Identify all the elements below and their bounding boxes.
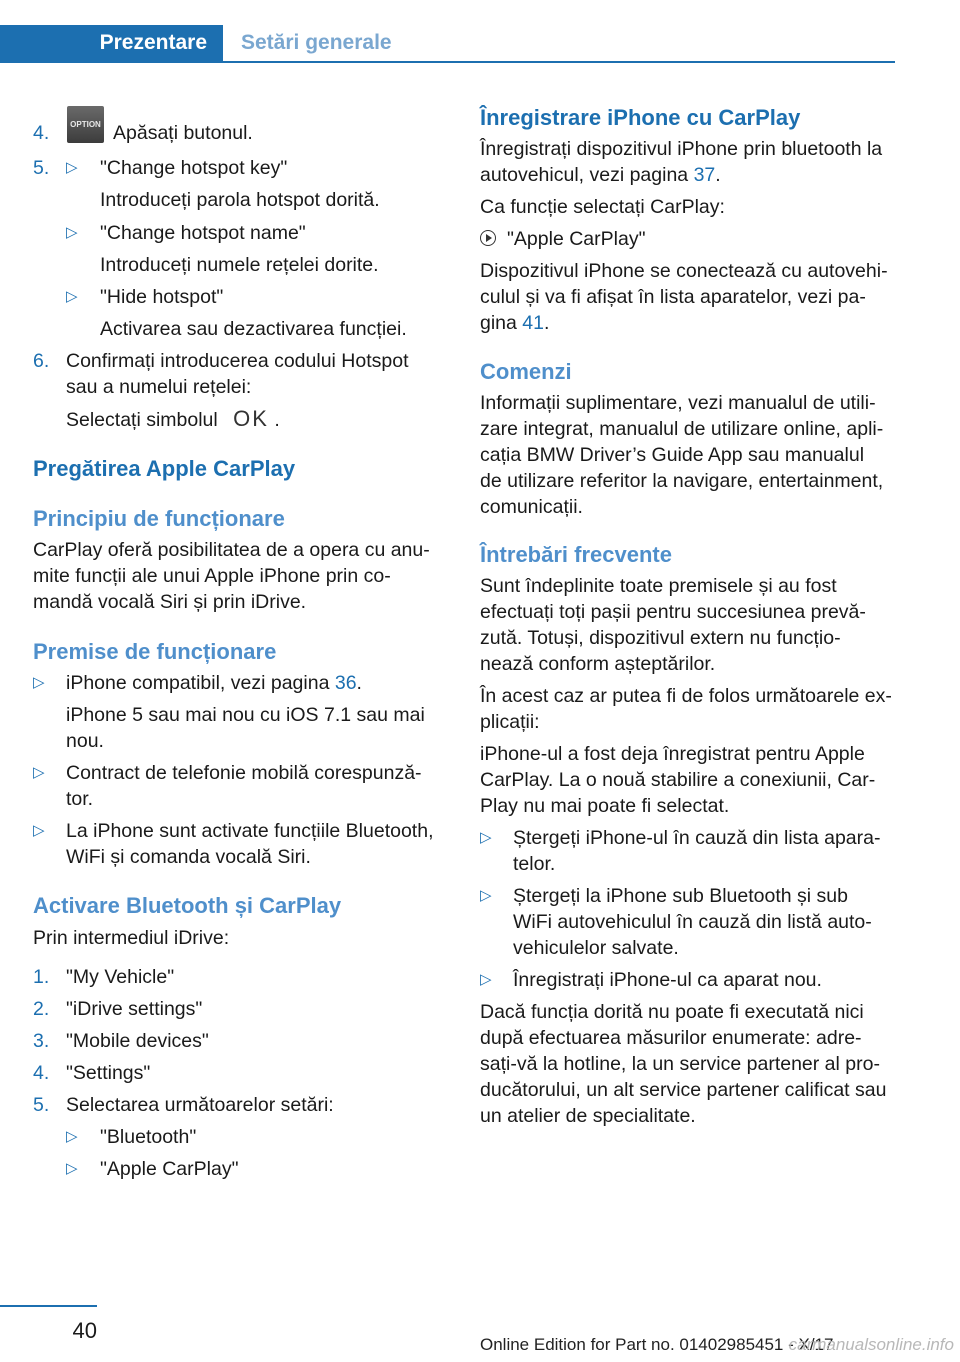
triangle-bullet-icon: ▷ xyxy=(66,159,78,176)
paragraph-line: CarPlay. La o nouă stabilire a conexiunii, Car- xyxy=(480,769,876,791)
paragraph-line: zare integrat, manualul de utilizare online, apli- xyxy=(480,418,884,440)
option-button-icon: OPTION xyxy=(67,106,104,143)
heading-pregatirea-carplay: Pregătirea Apple CarPlay xyxy=(33,456,296,481)
page-link-41[interactable]: 41 xyxy=(522,312,544,334)
paragraph-line: nează conform așteptărilor. xyxy=(480,653,716,675)
list-text: telor. xyxy=(513,853,556,875)
paragraph-line: după efectuarea măsurilor enumerate: adre- xyxy=(480,1027,862,1049)
option-title: "Change hotspot key" xyxy=(100,157,288,179)
step-text: Apăsați butonul. xyxy=(113,122,253,144)
play-icon xyxy=(480,230,496,246)
triangle-bullet-icon: ▷ xyxy=(480,829,492,846)
paragraph-line: Sunt îndeplinite toate premisele și au fost xyxy=(480,575,837,597)
page-link-36[interactable]: 36 xyxy=(334,672,357,694)
heading-activare: Activare Bluetooth și CarPlay xyxy=(33,893,342,918)
paragraph-line: mite funcții ale unui Apple iPhone prin co- xyxy=(33,565,391,587)
heading-inregistrare: Înregistrare iPhone cu CarPlay xyxy=(480,105,801,130)
paragraph-line: plicații: xyxy=(480,711,540,733)
paragraph-line: efectuați toți pașii pentru succesiunea prevă- xyxy=(480,601,866,623)
paragraph-line: Înregistrați dispozitivul iPhone prin bluetooth la xyxy=(480,138,883,160)
triangle-bullet-icon: ▷ xyxy=(480,887,492,904)
paragraph-line: de utilizare referitor la navigare, entertainment, xyxy=(480,470,884,492)
select-text: Selectați simbolul xyxy=(66,409,218,431)
paragraph-line: gina 41. xyxy=(480,312,550,334)
triangle-bullet-icon: ▷ xyxy=(33,764,45,781)
step-number: 5. xyxy=(33,1094,50,1116)
paragraph-line: zută. Totuși, dispozitivul extern nu funcțio- xyxy=(480,627,841,649)
option-desc: Introduceți numele rețelei dorite. xyxy=(100,254,379,276)
step-text: "Mobile devices" xyxy=(66,1030,209,1052)
list-text: Înregistrați iPhone-ul ca aparat nou. xyxy=(513,969,822,991)
paragraph-line: ducătorului, un alt service partener calificat sau xyxy=(480,1079,887,1101)
step-text: "Settings" xyxy=(66,1062,151,1084)
step-number: 6. xyxy=(33,350,50,372)
triangle-bullet-icon: ▷ xyxy=(66,224,78,241)
step-number: 4. xyxy=(33,122,50,144)
step-text-select xyxy=(66,406,453,433)
paragraph-line: Play nu mai poate fi selectat. xyxy=(480,795,730,817)
step-text: "My Vehicle" xyxy=(66,966,175,988)
step-number: 1. xyxy=(33,966,50,988)
step-text: Selectarea următoarelor setări: xyxy=(66,1094,334,1116)
paragraph-line: Informații suplimentare, vezi manualul de utili- xyxy=(480,392,876,414)
heading-intrebari: Întrebări frecvente xyxy=(480,542,672,567)
text-part: gina xyxy=(480,312,517,334)
list-text: iPhone 5 sau mai nou cu iOS 7.1 sau mai xyxy=(66,704,425,726)
paragraph-line: comunicații. xyxy=(480,496,583,518)
period: . xyxy=(274,409,280,431)
list-text: vehiculelor salvate. xyxy=(513,937,679,959)
step-text: sau a numelui rețelei: xyxy=(66,376,252,398)
edition-footer: Online Edition for Part no. 01402985451 - X/17 xyxy=(480,1335,834,1354)
list-text: "Apple CarPlay" xyxy=(100,1158,239,1180)
paragraph-line: mandă vocală Siri și prin iDrive. xyxy=(33,591,307,613)
heading-comenzi: Comenzi xyxy=(480,359,572,384)
paragraph-line: un atelier de specialitate. xyxy=(480,1105,696,1127)
step-number: 4. xyxy=(33,1062,50,1084)
paragraph-line: În acest caz ar putea fi de folos următoarele ex- xyxy=(480,685,892,707)
list-text: nou. xyxy=(66,730,104,752)
option-title: "Hide hotspot" xyxy=(100,286,224,308)
tab-setari-generale[interactable]: Setări generale xyxy=(241,31,392,54)
paragraph-line: Prin intermediul iDrive: xyxy=(33,927,230,949)
paragraph-line: Dispozitivul iPhone se conectează cu autovehi- xyxy=(480,260,888,282)
heading-premise: Premise de funcționare xyxy=(33,639,277,664)
paragraph-line: autovehicul, vezi pagina 37. xyxy=(480,164,721,186)
option-desc: Activarea sau dezactivarea funcției. xyxy=(100,318,407,340)
page-link-37[interactable]: 37 xyxy=(693,164,716,186)
triangle-bullet-icon: ▷ xyxy=(66,288,78,305)
step-number: 3. xyxy=(33,1030,50,1052)
paragraph-line: CarPlay oferă posibilitatea de a opera cu anu- xyxy=(33,539,430,561)
step-text: "iDrive settings" xyxy=(66,998,203,1020)
page-number-rule xyxy=(0,1305,97,1307)
option-desc: Introduceți parola hotspot dorită. xyxy=(100,189,380,211)
paragraph-line: Dacă funcția dorită nu poate fi executată nici xyxy=(480,1001,864,1023)
page-header xyxy=(0,25,895,63)
ok-icon: OK xyxy=(233,406,269,431)
list-text: tor. xyxy=(66,788,94,810)
option-text: "Apple CarPlay" xyxy=(507,228,646,250)
page-number: 40 xyxy=(72,1318,97,1343)
paragraph-line: iPhone-ul a fost deja înregistrat pentru Apple xyxy=(480,743,865,765)
triangle-bullet-icon: ▷ xyxy=(66,1128,78,1145)
step-text: Confirmați introducerea codului Hotspot xyxy=(66,350,409,372)
step-number: 5. xyxy=(33,157,50,179)
step-number: 2. xyxy=(33,998,50,1020)
list-text: iPhone compatibil, vezi pagina 36. xyxy=(66,672,362,694)
list-text: "Bluetooth" xyxy=(100,1126,197,1148)
paragraph-line: Ca funcție selectați CarPlay: xyxy=(480,196,725,218)
triangle-bullet-icon: ▷ xyxy=(33,674,45,691)
watermark: carmanualsonline.info xyxy=(788,1335,954,1354)
list-text: Contract de telefonie mobilă corespunză- xyxy=(66,762,422,784)
triangle-bullet-icon: ▷ xyxy=(66,1160,78,1177)
list-text: WiFi autovehiculul în cauză din listă auto- xyxy=(513,911,872,933)
triangle-bullet-icon: ▷ xyxy=(33,822,45,839)
list-text: Ștergeți la iPhone sub Bluetooth și sub xyxy=(513,885,848,907)
list-text: WiFi și comanda vocală Siri. xyxy=(66,846,311,868)
paragraph-line: culul și va fi afișat în lista aparatelor, vezi pa- xyxy=(480,286,866,308)
list-text: La iPhone sunt activate funcțiile Bluetooth, xyxy=(66,820,434,842)
option-title: "Change hotspot name" xyxy=(100,222,306,244)
list-text: Ștergeți iPhone-ul în cauză din lista apara- xyxy=(513,827,881,849)
triangle-bullet-icon: ▷ xyxy=(480,971,492,988)
paragraph-line: cația BMW Driver’s Guide App sau manualul xyxy=(480,444,865,466)
heading-principiu: Principiu de funcționare xyxy=(33,506,285,531)
text-part: autovehicul, vezi pagina xyxy=(480,164,689,186)
list-text-part: iPhone compatibil, vezi pagina xyxy=(66,672,330,694)
tab-prezentare[interactable]: Prezentare xyxy=(0,25,223,61)
paragraph-line: sați-vă la hotline, la un service partener al pro- xyxy=(480,1053,880,1075)
